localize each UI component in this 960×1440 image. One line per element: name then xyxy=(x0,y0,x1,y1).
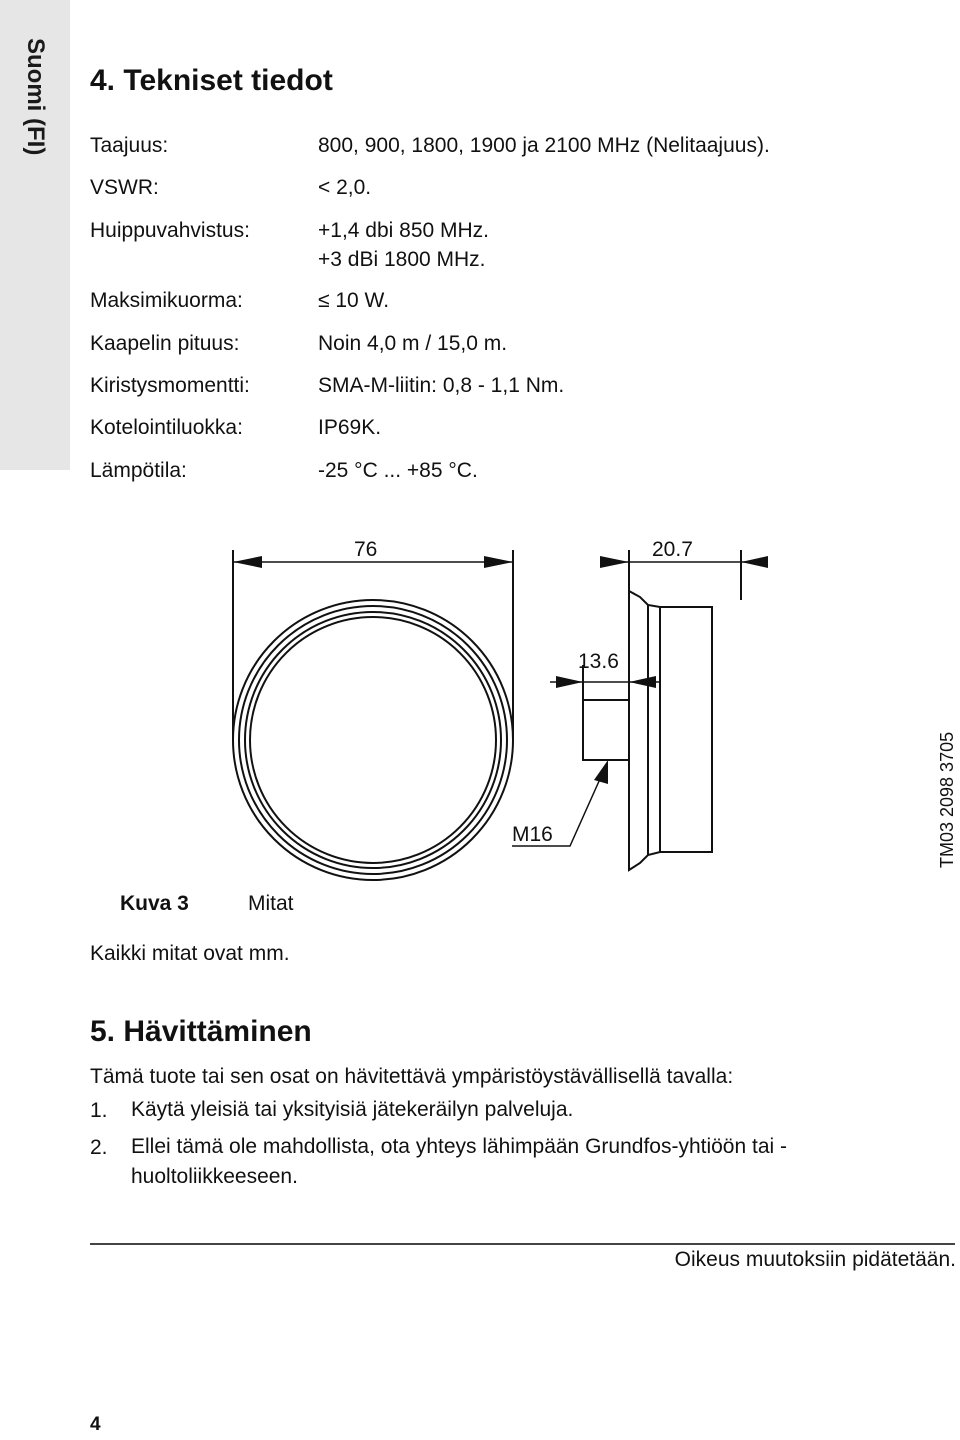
arrow-left-icon xyxy=(233,556,262,568)
spec-label-max-load: Maksimikuorma: xyxy=(90,289,243,312)
spec-value-cable-length: Noin 4,0 m / 15,0 m. xyxy=(318,332,508,355)
side-view-profile xyxy=(583,550,741,870)
spec-value-vswr: < 2,0. xyxy=(318,176,372,199)
drawing-code: TM03 2098 3705 xyxy=(937,731,957,868)
antenna-inner-ring xyxy=(250,617,496,863)
figure-number: Kuva 3 xyxy=(120,892,189,915)
spec-value-enclosure: IP69K. xyxy=(318,416,382,439)
arrow-left-icon xyxy=(741,556,768,568)
spec-label-temperature: Lämpötila: xyxy=(90,459,187,482)
footer-note: Oikeus muutoksiin pidätetään. xyxy=(674,1248,956,1271)
dimension-label-height: 20.7 xyxy=(652,538,693,561)
list-item-text: Käytä yleisiä tai yksityisiä jätekeräilyn palveluja. xyxy=(131,1098,574,1121)
thread-label: M16 xyxy=(512,823,553,846)
spec-label-vswr: VSWR: xyxy=(90,176,159,199)
language-tab-label: Suomi (FI) xyxy=(22,38,49,156)
list-item-number: 1. xyxy=(90,1099,108,1122)
spec-value-max-load: ≤ 10 W. xyxy=(318,289,390,312)
arrow-right-icon xyxy=(556,676,583,688)
units-note: Kaikki mitat ovat mm. xyxy=(90,942,290,965)
figure-caption: Mitat xyxy=(248,892,294,915)
dimension-label-connector: 13.6 xyxy=(578,650,619,673)
section-4-title: 4. Tekniset tiedot xyxy=(90,64,333,97)
section-5-title: 5. Hävittäminen xyxy=(90,1015,312,1048)
antenna-ring-3 xyxy=(245,612,501,868)
page-number: 4 xyxy=(90,1414,101,1435)
list-item-number: 2. xyxy=(90,1136,108,1159)
spec-value-torque: SMA-M-liitin: 0,8 - 1,1 Nm. xyxy=(318,374,565,397)
footer-divider xyxy=(90,1243,955,1245)
spec-value-peak-gain-line2: +3 dBi 1800 MHz. xyxy=(318,248,486,271)
spec-value-frequency: 800, 900, 1800, 1900 ja 2100 MHz (Nelitaajuus). xyxy=(318,134,770,157)
spec-label-peak-gain: Huippuvahvistus: xyxy=(90,219,250,242)
leader-arrow-icon xyxy=(594,760,608,784)
spec-value-temperature: -25 °C ... +85 °C. xyxy=(318,459,478,482)
spec-label-cable-length: Kaapelin pituus: xyxy=(90,332,240,355)
list-item-text: Ellei tämä ole mahdollista, ota yhteys lähimpään Grundfos-yhtiöön tai -huoltoliikkeeseen. xyxy=(131,1135,788,1188)
spec-label-frequency: Taajuus: xyxy=(90,134,169,157)
antenna-ring-2 xyxy=(239,606,507,874)
arrow-left-icon xyxy=(629,676,656,688)
spec-value-peak-gain: +1,4 dbi 850 MHz. xyxy=(318,219,490,242)
spec-label-torque: Kiristysmomentti: xyxy=(90,374,250,397)
disposal-intro: Tämä tuote tai sen osat on hävitettävä ympäristöystävällisellä tavalla: xyxy=(90,1065,734,1088)
dimension-label-diameter: 76 xyxy=(354,538,378,561)
arrow-right-icon xyxy=(600,556,629,568)
antenna-outer-ring xyxy=(233,600,513,880)
arrow-right-icon xyxy=(484,556,513,568)
spec-label-enclosure: Kotelointiluokka: xyxy=(90,416,243,439)
